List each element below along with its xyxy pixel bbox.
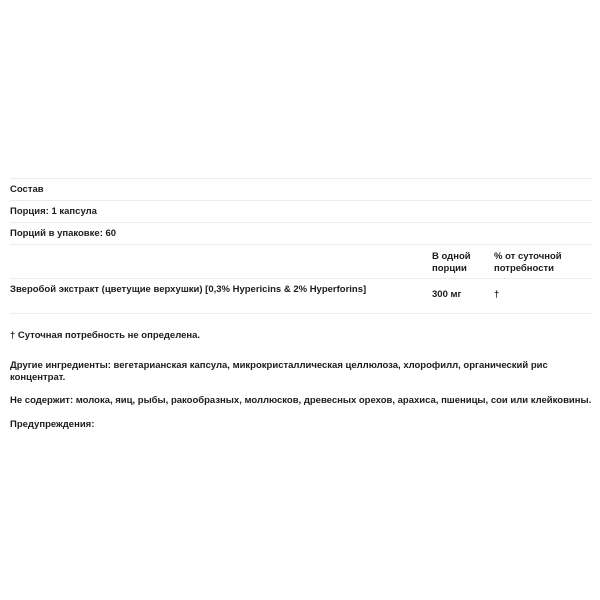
facts-title: Состав — [10, 178, 592, 200]
does-not-contain: Не содержит: молока, яиц, рыбы, ракообразных, моллюсков, древесных орехов, арахиса, пшеницы, сои или клейковины. — [10, 395, 592, 406]
warnings-heading: Предупреждения: — [10, 418, 95, 430]
ingredient-amount: 300 мг — [432, 289, 462, 300]
other-ingredients: Другие ингредиенты: вегетарианская капсула, микрокристаллическая целлюлоза, хлорофилл, органический рис концентрат. — [10, 360, 548, 383]
serving-size: Порция: 1 капсула — [10, 200, 592, 222]
ingredient-daily-value: † — [494, 289, 500, 300]
amount-column-header: В одной порции — [432, 251, 471, 274]
supplement-facts-panel — [10, 178, 592, 430]
ingredient-name: Зверобой экстракт (цветущие верхушки) [0,3% Hypericins & 2% Hyperforins] — [10, 284, 367, 295]
daily-value-column-header: % от суточной потребности — [494, 251, 562, 274]
facts-table-header — [10, 245, 592, 279]
table-row — [10, 279, 592, 314]
servings-per-container: Порций в упаковке: 60 — [10, 222, 592, 245]
daily-value-footnote: † Суточная потребность не определена. — [10, 330, 201, 341]
